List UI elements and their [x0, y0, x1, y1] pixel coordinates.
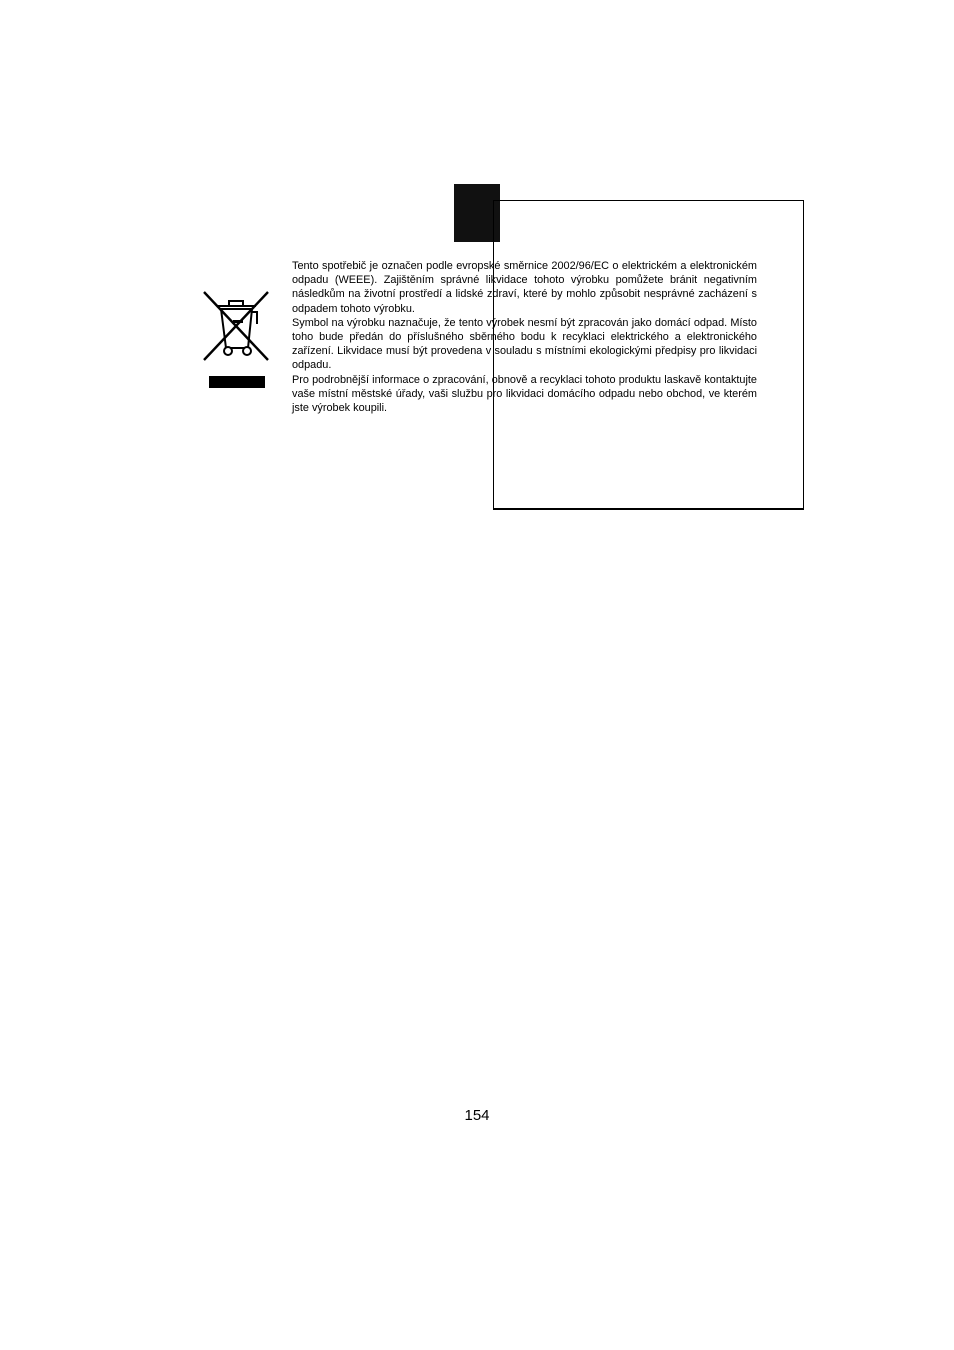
crossed-out-wheelie-bin-icon: [200, 290, 272, 364]
weee-notice-text: [292, 259, 757, 415]
notice-paragraph-3: Pro podrobnější informace o zpracování, obnově a recyklaci tohoto produktu laskavě kontaktujte vaše místní městské úřady, vaši službu pro likvidaci domácího odpadu nebo obchod, ve kterém jste výrobek koupili.: [292, 373, 757, 415]
notice-paragraph-2: Symbol na výrobku naznačuje, že tento výrobek nesmí být zpracován jako domácí odpad. Místo toho bude předán do příslušného sběrného bodu k recyklaci elektrického a elektronického zařízení. Likvidace musí být provedena v souladu s místními ekologickými předpisy pro likvidaci odpadu.: [292, 316, 757, 372]
notice-paragraph-1: Tento spotřebič je označen podle evropské směrnice 2002/96/EC o elektrickém a elektronickém odpadu (WEEE). Zajištěním správné likvidace tohoto výrobku pomůžete bránit negativním následkům na životní prostředí a lidské zdraví, které by mohlo způsobit nesprávné zacházení s odpadem tohoto výrobku.: [292, 260, 757, 315]
page-number: 154: [464, 1107, 490, 1124]
weee-symbol-bar: [209, 376, 265, 388]
